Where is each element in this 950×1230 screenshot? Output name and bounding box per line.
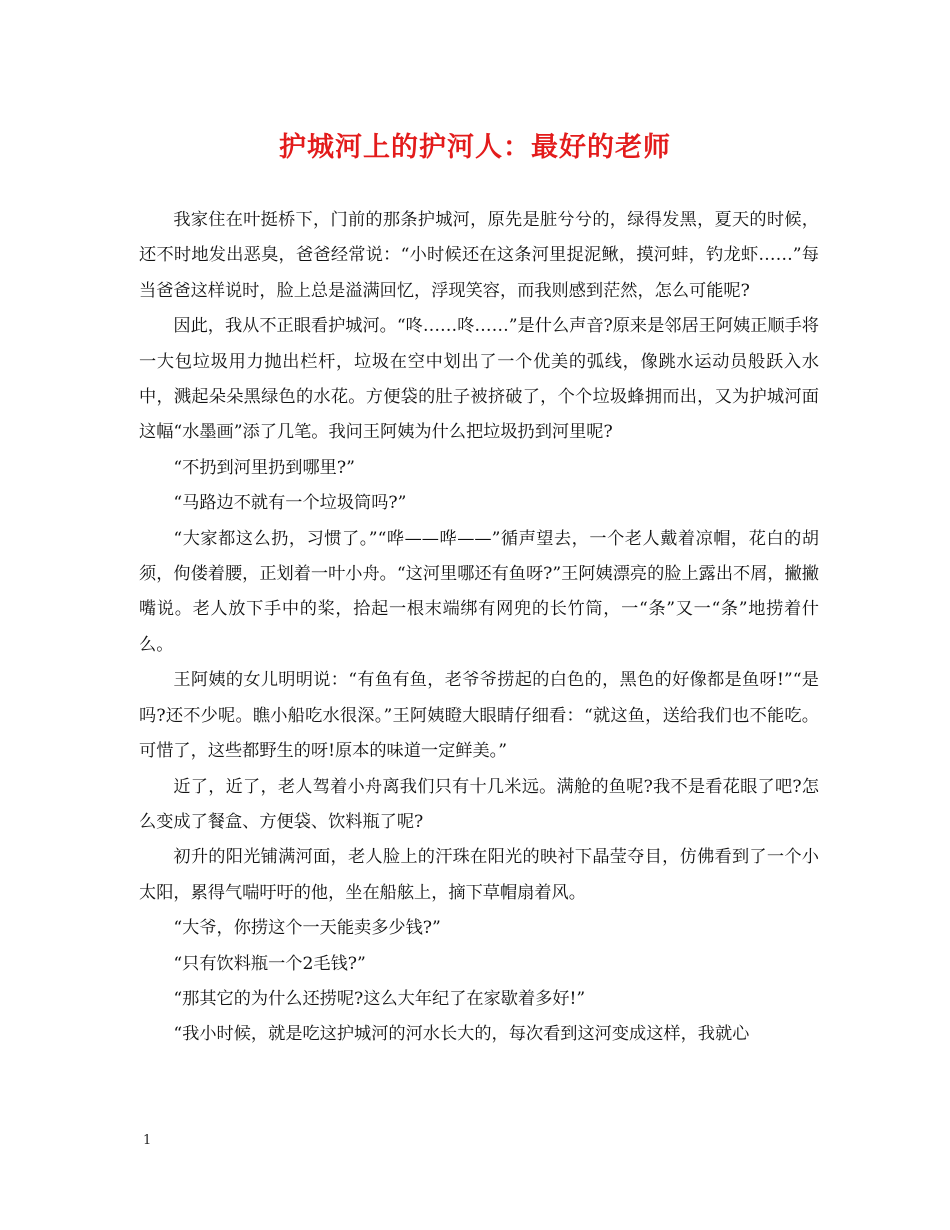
paragraph: “只有饮料瓶一个2毛钱?” bbox=[173, 953, 366, 974]
paragraph: 我家住在叶挺桥下，门前的那条护城河，原先是脏兮兮的，绿得发黑，夏天的时候，还不时地发出恶臭，爸爸经常说：“小时候还在这条河里捉泥鳅，摸河蚌，钓龙虾……”每当爸爸这样说时，脸上总是溢满回忆，浮现笑容，而我则感到茫然，怎么可能呢? bbox=[139, 210, 819, 301]
paragraph: 近了，近了，老人驾着小舟离我们只有十几米远。满舱的鱼呢?我不是看花眼了吧?怎么变成了餐盒、方便袋、饮料瓶了呢? bbox=[139, 776, 819, 832]
paragraph: “那其它的为什么还捞呢?这么大年纪了在家歇着多好!” bbox=[173, 988, 586, 1009]
paragraph: 初升的阳光铺满河面，老人脸上的汗珠在阳光的映衬下晶莹夺目，仿佛看到了一个小太阳，累得气喘吁吁的他，坐在船舷上，摘下草帽扇着风。 bbox=[139, 847, 819, 903]
paragraph: “大家都这么扔，习惯了。”“哗——哗——”循声望去，一个老人戴着凉帽，花白的胡须，佝偻着腰，正划着一叶小舟。“这河里哪还有鱼呀?”王阿姨漂亮的脸上露出不屑，撇撇嘴说。老人放下手中的桨，拾起一根末端绑有网兜的长竹筒，一“条”又一“条”地捞着什么。 bbox=[139, 528, 819, 655]
paragraph: “马路边不就有一个垃圾筒吗?” bbox=[173, 493, 407, 514]
paragraph: “大爷，你捞这个一天能卖多少钱?” bbox=[173, 918, 441, 939]
page-number: 1 bbox=[143, 1133, 152, 1148]
paragraph: 因此，我从不正眼看护城河。“咚……咚……”是什么声音?原来是邻居王阿姨正顺手将一大包垃圾用力抛出栏杆，垃圾在空中划出了一个优美的弧线，像跳水运动员般跃入水中，溅起朵朵黑绿色的水花。方便袋的肚子被挤破了，个个垃圾蜂拥而出，又为护城河面这幅“水墨画”添了几笔。我问王阿姨为什么把垃圾扔到河里呢? bbox=[139, 316, 819, 443]
document-body bbox=[139, 203, 819, 1053]
paragraph: “我小时候，就是吃这护城河的河水长大的，每次看到这河变成这样，我就心 bbox=[173, 1024, 750, 1045]
paragraph: 王阿姨的女儿明明说：“有鱼有鱼，老爷爷捞起的白色的，黑色的好像都是鱼呀!”“是吗?还不少呢。瞧小船吃水很深。”王阿姨瞪大眼睛仔细看：“就这鱼，送给我们也不能吃。可惜了，这些都野生的呀!原本的味道一定鲜美。” bbox=[139, 670, 819, 762]
document-title: 护城河上的护河人：最好的老师 bbox=[279, 132, 671, 163]
paragraph: “不扔到河里扔到哪里?” bbox=[173, 457, 355, 478]
